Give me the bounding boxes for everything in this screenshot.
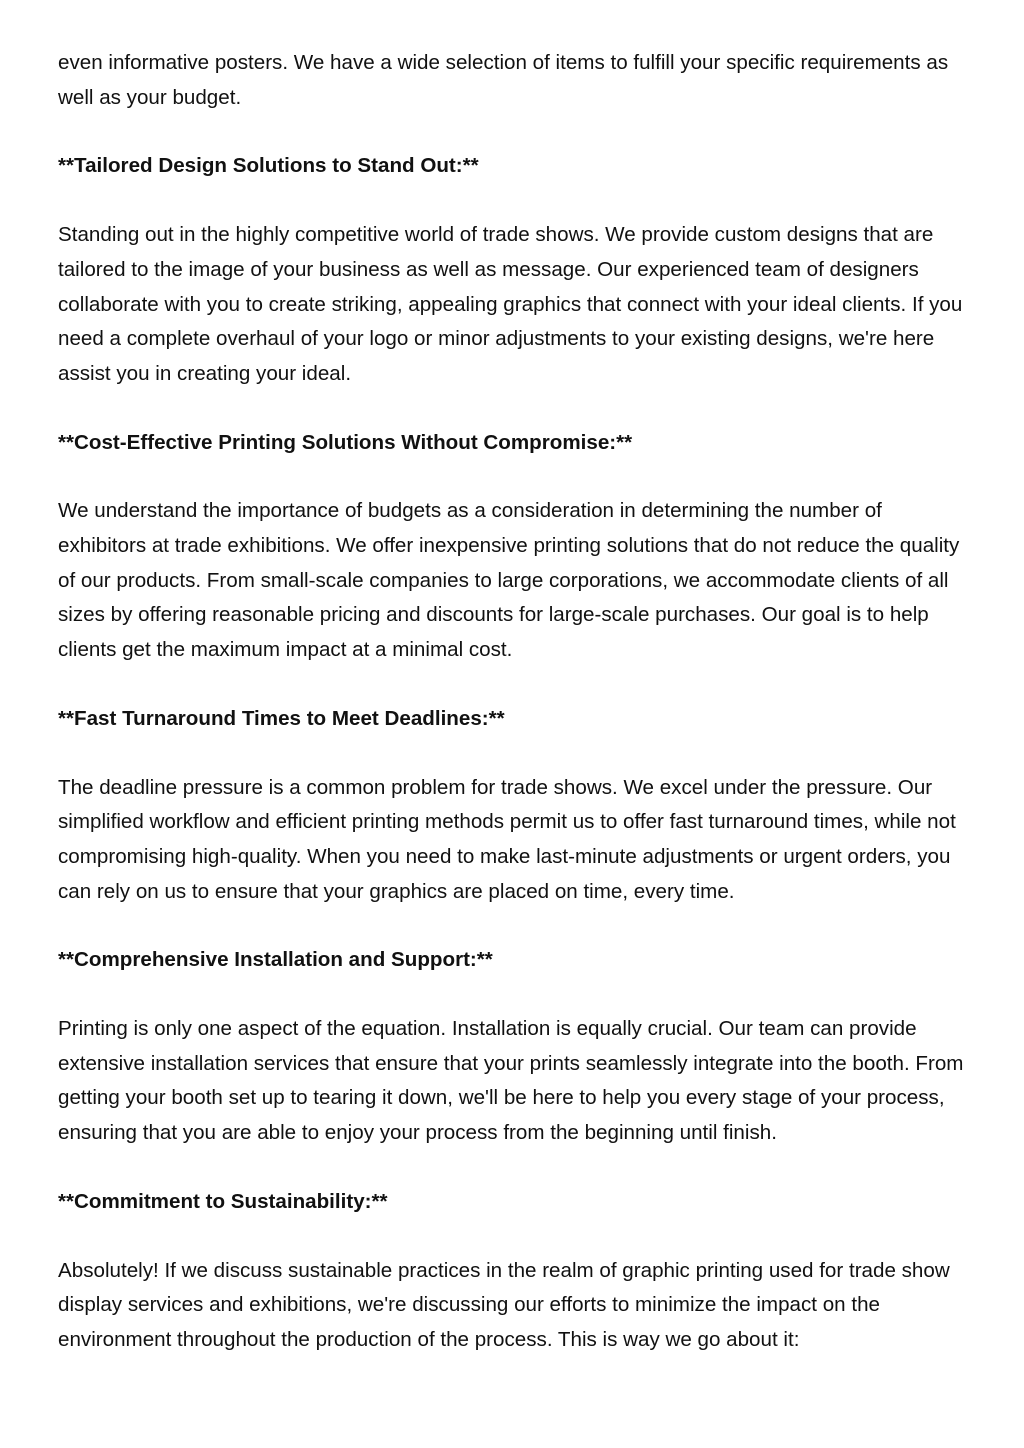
section-heading-installation: **Comprehensive Installation and Support:**: [58, 948, 493, 972]
sustainability-paragraph: Absolutely! If we discuss sustainable practices in the realm of graphic printing used for trade show display services and exhibitions, we're discussing our efforts to minimize the impact on the environment throughout the production of the process. This is way we go about it:: [58, 1258, 950, 1351]
section-heading-tailored-design: **Tailored Design Solutions to Stand Out:**: [58, 154, 479, 178]
section-heading-fast-turnaround: **Fast Turnaround Times to Meet Deadlines:**: [58, 706, 505, 730]
cost-effective-paragraph: We understand the importance of budgets as a consideration in determining the number of exhibitors at trade exhibitions. We offer inexpensive printing solutions that do not reduce the quality of our products. From small-scale companies to large corporations, we accommodate clients of all sizes by offering reasonable pricing and discounts for large-scale purchases. Our goal is to help clients get the maximum impact at a minimal cost.: [58, 499, 960, 662]
section-heading-cost-effective: **Cost-Effective Printing Solutions Without Compromise:**: [58, 430, 633, 454]
tailored-design-paragraph: Standing out in the highly competitive world of trade shows. We provide custom designs that are tailored to the image of your business as well as message. Our experienced team of designers collaborate with you to create striking, appealing graphics that connect with your ideal clients. If you need a complete overhaul of your logo or minor adjustments to your existing designs, we're here assist you in creating your ideal.: [58, 223, 963, 385]
document-body: [58, 46, 970, 1392]
fast-turnaround-paragraph: The deadline pressure is a common problem for trade shows. We excel under the pressure. Our simplified workflow and efficient printing methods permit us to offer fast turnaround times, while not compromising high-quality. When you need to make last-minute adjustments or urgent orders, you can rely on us to ensure that your graphics are placed on time, every time.: [58, 775, 956, 903]
intro-paragraph: even informative posters. We have a wide selection of items to fulfill your specific requirements as well as your budget.: [58, 51, 949, 109]
section-heading-sustainability: **Commitment to Sustainability:**: [58, 1189, 388, 1213]
installation-paragraph: Printing is only one aspect of the equation. Installation is equally crucial. Our team can provide extensive installation services that ensure that your prints seamlessly integrate into the booth. From getting your booth set up to tearing it down, we'll be here to help you every stage of your process, ensuring that you are able to enjoy your process from the beginning until finish.: [58, 1017, 964, 1145]
